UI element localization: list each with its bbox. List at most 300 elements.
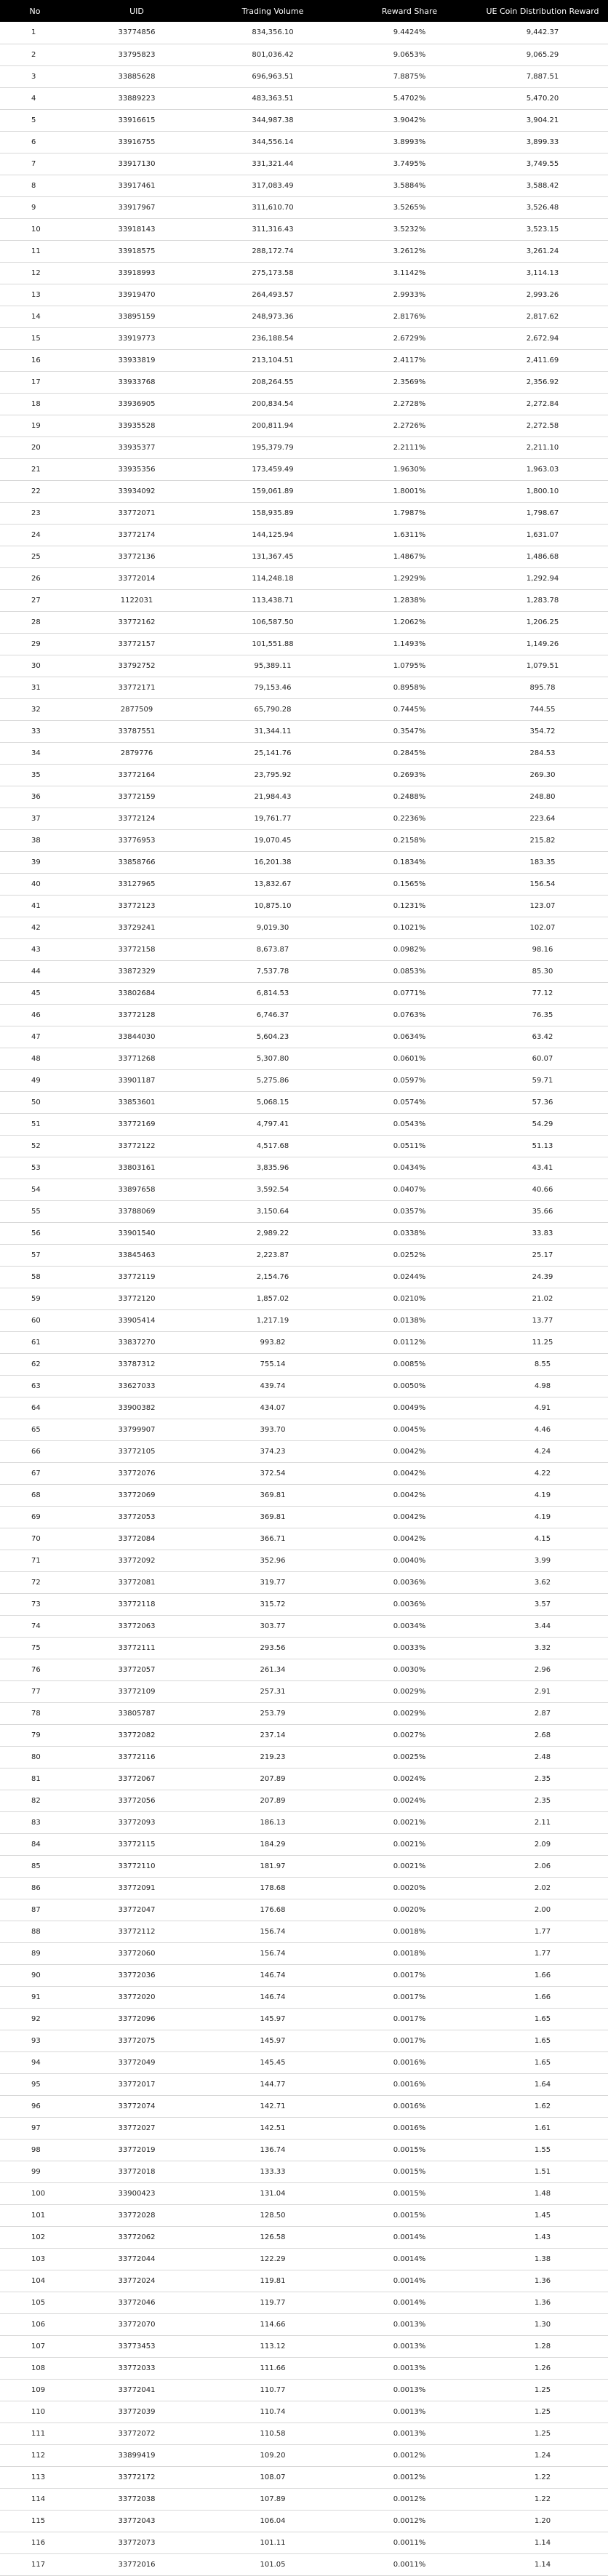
cell-no: 2 (0, 44, 70, 65)
table-row (0, 2335, 608, 2357)
cell-reward-share: 2.6729% (342, 327, 477, 349)
cell-trading-volume: 133.33 (204, 2161, 342, 2182)
cell-uid: 33901187 (70, 1069, 204, 1091)
cell-reward-share: 3.2612% (342, 240, 477, 262)
table-row (0, 284, 608, 306)
cell-no: 22 (0, 480, 70, 502)
cell-trading-volume: 248,973.36 (204, 306, 342, 327)
cell-reward-share: 0.0357% (342, 1200, 477, 1222)
cell-reward-share: 0.0034% (342, 1615, 477, 1637)
table-row (0, 1004, 608, 1026)
table-row (0, 458, 608, 480)
cell-reward-share: 0.0021% (342, 1833, 477, 1855)
cell-trading-volume: 16,201.38 (204, 851, 342, 873)
cell-trading-volume: 253.79 (204, 1702, 342, 1724)
cell-reward-share: 0.0014% (342, 2226, 477, 2248)
cell-trading-volume: 439.74 (204, 1375, 342, 1397)
table-row (0, 677, 608, 698)
cell-uid: 33803161 (70, 1157, 204, 1179)
cell-reward-share: 0.0017% (342, 2030, 477, 2051)
table-row (0, 1069, 608, 1091)
cell-no: 56 (0, 1222, 70, 1244)
cell-uid: 33853601 (70, 1091, 204, 1113)
cell-uid: 33805787 (70, 1702, 204, 1724)
cell-trading-volume: 801,036.42 (204, 44, 342, 65)
cell-no: 9 (0, 196, 70, 218)
cell-reward: 269.30 (477, 764, 608, 786)
header-row (0, 0, 608, 22)
cell-no: 71 (0, 1550, 70, 1571)
table-row (0, 349, 608, 371)
cell-reward: 1,963.03 (477, 458, 608, 480)
cell-reward-share: 0.0543% (342, 1113, 477, 1135)
cell-reward: 1,206.25 (477, 611, 608, 633)
cell-trading-volume: 101.05 (204, 2553, 342, 2575)
cell-reward-share: 3.5232% (342, 218, 477, 240)
cell-trading-volume: 483,363.51 (204, 87, 342, 109)
cell-uid: 33889223 (70, 87, 204, 109)
cell-uid: 33772115 (70, 1833, 204, 1855)
cell-reward-share: 0.0112% (342, 1331, 477, 1353)
cell-uid: 33935528 (70, 415, 204, 436)
cell-trading-volume: 119.81 (204, 2270, 342, 2292)
cell-uid: 33772043 (70, 2510, 204, 2532)
cell-no: 73 (0, 1593, 70, 1615)
cell-reward-share: 3.5265% (342, 196, 477, 218)
cell-reward: 2.02 (477, 1877, 608, 1899)
cell-reward: 2,356.92 (477, 371, 608, 393)
cell-trading-volume: 142.71 (204, 2095, 342, 2117)
cell-reward-share: 0.0763% (342, 1004, 477, 1026)
cell-no: 24 (0, 524, 70, 546)
cell-reward: 2.00 (477, 1899, 608, 1921)
cell-reward-share: 1.0795% (342, 655, 477, 677)
cell-no: 46 (0, 1004, 70, 1026)
cell-no: 86 (0, 1877, 70, 1899)
cell-reward-share: 0.0015% (342, 2182, 477, 2204)
cell-reward-share: 0.0138% (342, 1309, 477, 1331)
cell-no: 96 (0, 2095, 70, 2117)
cell-reward-share: 0.0017% (342, 1964, 477, 1986)
table-row (0, 764, 608, 786)
cell-reward: 2.06 (477, 1855, 608, 1877)
cell-trading-volume: 142.51 (204, 2117, 342, 2139)
table-row (0, 109, 608, 131)
cell-uid: 33917130 (70, 153, 204, 175)
cell-no: 76 (0, 1659, 70, 1680)
cell-uid: 33799907 (70, 1419, 204, 1440)
cell-reward: 13.77 (477, 1309, 608, 1331)
cell-trading-volume: 5,307.80 (204, 1048, 342, 1069)
cell-uid: 33772091 (70, 1877, 204, 1899)
cell-reward-share: 0.0036% (342, 1593, 477, 1615)
table-row (0, 196, 608, 218)
cell-trading-volume: 65,790.28 (204, 698, 342, 720)
cell-reward-share: 0.2158% (342, 829, 477, 851)
cell-no: 109 (0, 2379, 70, 2401)
cell-reward: 156.54 (477, 873, 608, 895)
header-reward-share: Reward Share (381, 6, 438, 16)
cell-no: 26 (0, 567, 70, 589)
cell-trading-volume: 106,587.50 (204, 611, 342, 633)
cell-uid: 33916755 (70, 131, 204, 153)
cell-trading-volume: 107.89 (204, 2488, 342, 2510)
table-row (0, 1375, 608, 1397)
cell-uid: 33772046 (70, 2292, 204, 2313)
cell-no: 92 (0, 2008, 70, 2030)
cell-uid: 33858766 (70, 851, 204, 873)
cell-reward-share: 1.7987% (342, 502, 477, 524)
cell-reward: 2.09 (477, 1833, 608, 1855)
cell-no: 67 (0, 1462, 70, 1484)
cell-uid: 33772024 (70, 2270, 204, 2292)
cell-reward: 284.53 (477, 742, 608, 764)
table-row (0, 2095, 608, 2117)
cell-uid: 33916615 (70, 109, 204, 131)
cell-trading-volume: 213,104.51 (204, 349, 342, 371)
cell-no: 45 (0, 982, 70, 1004)
cell-uid: 33772017 (70, 2073, 204, 2095)
cell-trading-volume: 113.12 (204, 2335, 342, 2357)
cell-no: 6 (0, 131, 70, 153)
cell-reward: 1,149.26 (477, 633, 608, 655)
cell-no: 25 (0, 546, 70, 567)
table-row (0, 1550, 608, 1571)
cell-reward: 2.35 (477, 1768, 608, 1790)
cell-reward-share: 0.0511% (342, 1135, 477, 1157)
table-row (0, 436, 608, 458)
cell-reward: 1.25 (477, 2423, 608, 2444)
cell-no: 3 (0, 65, 70, 87)
cell-uid: 33772159 (70, 786, 204, 808)
cell-reward-share: 0.0017% (342, 1986, 477, 2008)
cell-reward-share: 9.0653% (342, 44, 477, 65)
cell-trading-volume: 158,935.89 (204, 502, 342, 524)
cell-trading-volume: 21,984.43 (204, 786, 342, 808)
cell-reward: 2.35 (477, 1790, 608, 1811)
cell-trading-volume: 317,083.49 (204, 175, 342, 196)
cell-trading-volume: 122.29 (204, 2248, 342, 2270)
table-row (0, 917, 608, 938)
cell-reward-share: 0.0016% (342, 2051, 477, 2073)
cell-uid: 33935377 (70, 436, 204, 458)
cell-reward-share: 0.0982% (342, 938, 477, 960)
table-row (0, 960, 608, 982)
cell-trading-volume: 114.66 (204, 2313, 342, 2335)
cell-trading-volume: 257.31 (204, 1680, 342, 1702)
cell-trading-volume: 110.77 (204, 2379, 342, 2401)
cell-trading-volume: 95,389.11 (204, 655, 342, 677)
cell-reward: 215.82 (477, 829, 608, 851)
cell-uid: 33127965 (70, 873, 204, 895)
cell-no: 52 (0, 1135, 70, 1157)
table-row (0, 524, 608, 546)
table-row (0, 2510, 608, 2532)
table-row (0, 2532, 608, 2553)
table-row (0, 1244, 608, 1266)
cell-no: 62 (0, 1353, 70, 1375)
cell-reward: 1.38 (477, 2248, 608, 2270)
cell-reward-share: 0.0042% (342, 1484, 477, 1506)
cell-reward: 5,470.20 (477, 87, 608, 109)
table-row (0, 327, 608, 349)
cell-reward-share: 1.6311% (342, 524, 477, 546)
cell-reward: 3.99 (477, 1550, 608, 1571)
cell-reward: 1.14 (477, 2553, 608, 2575)
cell-uid: 33936905 (70, 393, 204, 415)
table-row (0, 1157, 608, 1179)
cell-no: 106 (0, 2313, 70, 2335)
table-row (0, 218, 608, 240)
cell-reward: 1.65 (477, 2030, 608, 2051)
cell-no: 77 (0, 1680, 70, 1702)
cell-trading-volume: 372.54 (204, 1462, 342, 1484)
cell-trading-volume: 19,761.77 (204, 808, 342, 829)
cell-no: 64 (0, 1397, 70, 1419)
table-row (0, 1724, 608, 1746)
cell-reward-share: 2.2111% (342, 436, 477, 458)
cell-no: 94 (0, 2051, 70, 2073)
cell-uid: 33844030 (70, 1026, 204, 1048)
cell-trading-volume: 261.34 (204, 1659, 342, 1680)
cell-trading-volume: 136.74 (204, 2139, 342, 2161)
table-row (0, 306, 608, 327)
cell-trading-volume: 4,797.41 (204, 1113, 342, 1135)
table-row (0, 873, 608, 895)
cell-uid: 33772122 (70, 1135, 204, 1157)
table-row (0, 2292, 608, 2313)
table-row (0, 1855, 608, 1877)
cell-reward-share: 2.8176% (342, 306, 477, 327)
cell-uid: 33771268 (70, 1048, 204, 1069)
cell-trading-volume: 23,795.92 (204, 764, 342, 786)
cell-uid: 33772072 (70, 2423, 204, 2444)
cell-uid: 33885628 (70, 65, 204, 87)
cell-uid: 33772111 (70, 1637, 204, 1659)
cell-no: 47 (0, 1026, 70, 1048)
header-uid: UID (129, 6, 144, 16)
cell-trading-volume: 13,832.67 (204, 873, 342, 895)
cell-no: 69 (0, 1506, 70, 1528)
cell-reward: 3.32 (477, 1637, 608, 1659)
cell-reward: 2.11 (477, 1811, 608, 1833)
cell-reward: 54.29 (477, 1113, 608, 1135)
cell-uid: 33772053 (70, 1506, 204, 1528)
table-row (0, 2161, 608, 2182)
cell-reward: 1.62 (477, 2095, 608, 2117)
cell-reward: 1.14 (477, 2532, 608, 2553)
cell-uid: 33772109 (70, 1680, 204, 1702)
cell-reward: 7,887.51 (477, 65, 608, 87)
cell-uid: 33772081 (70, 1571, 204, 1593)
cell-no: 43 (0, 938, 70, 960)
cell-no: 31 (0, 677, 70, 698)
cell-no: 91 (0, 1986, 70, 2008)
table-row (0, 938, 608, 960)
table-row (0, 1680, 608, 1702)
cell-uid: 33774856 (70, 22, 204, 44)
cell-trading-volume: 393.70 (204, 1419, 342, 1440)
cell-reward-share: 0.0210% (342, 1288, 477, 1309)
cell-uid: 33919470 (70, 284, 204, 306)
cell-no: 17 (0, 371, 70, 393)
cell-reward: 1.66 (477, 1964, 608, 1986)
table-row (0, 1440, 608, 1462)
cell-trading-volume: 145.97 (204, 2008, 342, 2030)
cell-no: 100 (0, 2182, 70, 2204)
cell-uid: 33772164 (70, 764, 204, 786)
header-reward: UE Coin Distribution Reward (486, 6, 599, 16)
cell-uid: 33772082 (70, 1724, 204, 1746)
cell-trading-volume: 237.14 (204, 1724, 342, 1746)
cell-no: 65 (0, 1419, 70, 1440)
table-row (0, 1331, 608, 1353)
table-row (0, 1309, 608, 1331)
cell-reward: 1,292.94 (477, 567, 608, 589)
cell-reward: 1.48 (477, 2182, 608, 2204)
cell-uid: 33772105 (70, 1440, 204, 1462)
cell-no: 37 (0, 808, 70, 829)
table-row (0, 2226, 608, 2248)
cell-reward-share: 1.2929% (342, 567, 477, 589)
cell-reward-share: 1.2062% (342, 611, 477, 633)
header-trading-volume: Trading Volume (241, 6, 304, 16)
cell-reward: 1.25 (477, 2379, 608, 2401)
cell-uid: 33933768 (70, 371, 204, 393)
table-row (0, 2488, 608, 2510)
cell-trading-volume: 303.77 (204, 1615, 342, 1637)
cell-reward: 183.35 (477, 851, 608, 873)
cell-reward-share: 0.0434% (342, 1157, 477, 1179)
cell-trading-volume: 319.77 (204, 1571, 342, 1593)
cell-trading-volume: 755.14 (204, 1353, 342, 1375)
cell-uid: 33729241 (70, 917, 204, 938)
cell-no: 103 (0, 2248, 70, 2270)
cell-uid: 33772057 (70, 1659, 204, 1680)
cell-reward: 77.12 (477, 982, 608, 1004)
cell-uid: 2879776 (70, 742, 204, 764)
cell-uid: 33772049 (70, 2051, 204, 2073)
cell-no: 48 (0, 1048, 70, 1069)
cell-trading-volume: 311,610.70 (204, 196, 342, 218)
cell-reward: 1.20 (477, 2510, 608, 2532)
cell-no: 101 (0, 2204, 70, 2226)
cell-uid: 33772063 (70, 1615, 204, 1637)
cell-reward: 354.72 (477, 720, 608, 742)
cell-reward-share: 0.0012% (342, 2488, 477, 2510)
cell-reward-share: 0.0338% (342, 1222, 477, 1244)
cell-trading-volume: 25,141.76 (204, 742, 342, 764)
cell-no: 33 (0, 720, 70, 742)
cell-uid: 33935356 (70, 458, 204, 480)
table-row (0, 1942, 608, 1964)
cell-uid: 33772071 (70, 502, 204, 524)
table-row (0, 786, 608, 808)
cell-trading-volume: 106.04 (204, 2510, 342, 2532)
cell-trading-volume: 101,551.88 (204, 633, 342, 655)
cell-uid: 33772136 (70, 546, 204, 567)
cell-no: 110 (0, 2401, 70, 2423)
table-row (0, 2401, 608, 2423)
cell-reward: 1.36 (477, 2292, 608, 2313)
cell-reward: 1.24 (477, 2444, 608, 2466)
cell-reward-share: 1.1493% (342, 633, 477, 655)
cell-trading-volume: 5,604.23 (204, 1026, 342, 1048)
cell-reward-share: 0.0407% (342, 1179, 477, 1200)
cell-reward: 35.66 (477, 1200, 608, 1222)
cell-reward-share: 0.0013% (342, 2335, 477, 2357)
table-row (0, 1506, 608, 1528)
cell-reward: 123.07 (477, 895, 608, 917)
table-row (0, 2051, 608, 2073)
cell-trading-volume: 2,989.22 (204, 1222, 342, 1244)
cell-reward-share: 3.8993% (342, 131, 477, 153)
cell-no: 15 (0, 327, 70, 349)
cell-uid: 33772162 (70, 611, 204, 633)
cell-reward-share: 0.0016% (342, 2073, 477, 2095)
table-row (0, 611, 608, 633)
table-row (0, 1833, 608, 1855)
cell-trading-volume: 145.97 (204, 2030, 342, 2051)
cell-no: 78 (0, 1702, 70, 1724)
cell-uid: 33772027 (70, 2117, 204, 2139)
cell-no: 104 (0, 2270, 70, 2292)
table-row (0, 2423, 608, 2444)
cell-no: 12 (0, 262, 70, 284)
table-row (0, 87, 608, 109)
table-row (0, 1637, 608, 1659)
cell-uid: 33772110 (70, 1855, 204, 1877)
cell-uid: 33772158 (70, 938, 204, 960)
table-row (0, 808, 608, 829)
cell-uid: 33772033 (70, 2357, 204, 2379)
table-row (0, 1200, 608, 1222)
cell-uid: 33772062 (70, 2226, 204, 2248)
cell-reward: 2,817.62 (477, 306, 608, 327)
cell-trading-volume: 146.74 (204, 1986, 342, 2008)
cell-reward: 3,899.33 (477, 131, 608, 153)
cell-trading-volume: 101.11 (204, 2532, 342, 2553)
cell-no: 34 (0, 742, 70, 764)
cell-no: 98 (0, 2139, 70, 2161)
cell-reward-share: 1.2838% (342, 589, 477, 611)
cell-reward: 1.25 (477, 2401, 608, 2423)
cell-reward-share: 0.0252% (342, 1244, 477, 1266)
cell-uid: 33772169 (70, 1113, 204, 1135)
cell-reward-share: 0.0634% (342, 1026, 477, 1048)
cell-reward-share: 0.0050% (342, 1375, 477, 1397)
cell-uid: 33905414 (70, 1309, 204, 1331)
cell-reward: 24.39 (477, 1266, 608, 1288)
cell-no: 60 (0, 1309, 70, 1331)
cell-uid: 33772018 (70, 2161, 204, 2182)
cell-trading-volume: 1,217.19 (204, 1309, 342, 1331)
cell-uid: 33776953 (70, 829, 204, 851)
cell-reward: 3,261.24 (477, 240, 608, 262)
table-row (0, 1899, 608, 1921)
cell-reward: 9,442.37 (477, 22, 608, 44)
cell-reward-share: 0.0020% (342, 1899, 477, 1921)
cell-reward-share: 0.0771% (342, 982, 477, 1004)
cell-no: 74 (0, 1615, 70, 1637)
cell-trading-volume: 834,356.10 (204, 22, 342, 44)
cell-uid: 33872329 (70, 960, 204, 982)
cell-reward-share: 0.1834% (342, 851, 477, 873)
cell-no: 49 (0, 1069, 70, 1091)
cell-trading-volume: 1,857.02 (204, 1288, 342, 1309)
table-row (0, 2073, 608, 2095)
cell-trading-volume: 344,556.14 (204, 131, 342, 153)
